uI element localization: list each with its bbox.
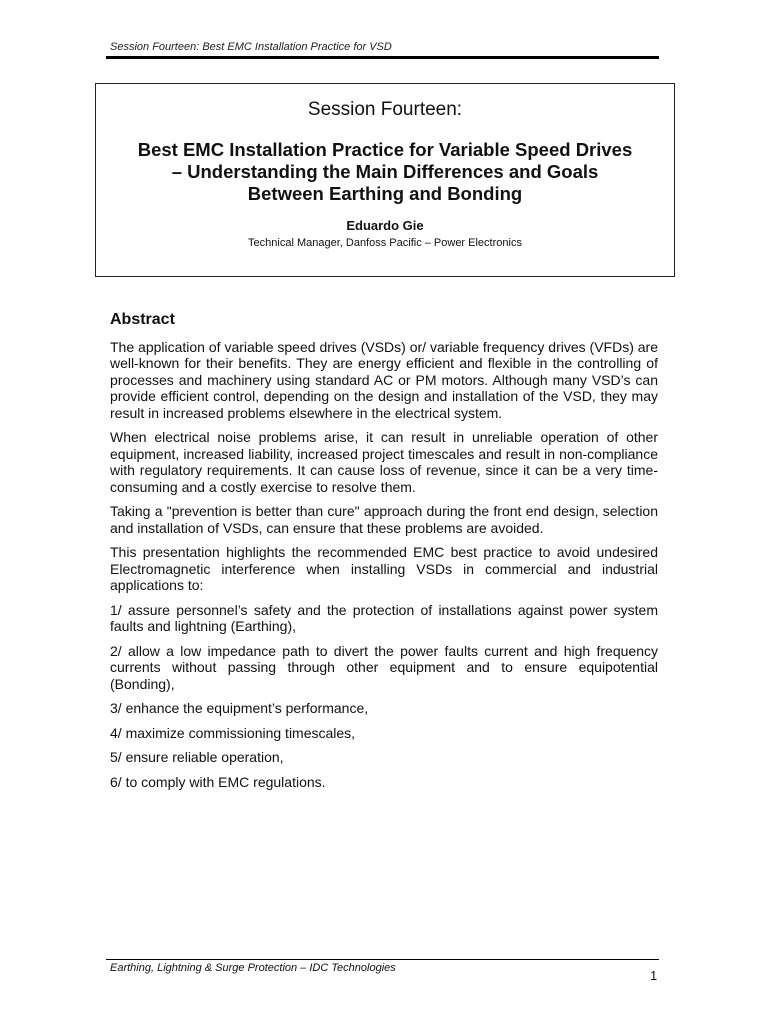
abstract-paragraph: This presentation highlights the recommended EMC best practice to avoid undesired Electromagnetic interference when installing VSDs in commercial and industrial applications to: <box>110 544 658 593</box>
footer-text: Earthing, Lightning & Surge Protection – IDC Technologies <box>110 962 396 974</box>
goal-item: 3/ enhance the equipment’s performance, <box>110 700 369 716</box>
abstract-section <box>110 312 658 798</box>
goal-item: 1/ assure personnel’s safety and the protection of installations against power system faults and lightning (Earthing), <box>110 601 658 634</box>
abstract-paragraph: When electrical noise problems arise, it can result in unreliable operation of other equipment, increased liability, increased project timescales and result in non-compliance with regulatory requirements. It can cause loss of revenue, since it can be a very time-consuming and a costly exercise to resolve them. <box>110 429 658 495</box>
title-line-2: – Understanding the Main Differences and Goals <box>171 161 599 182</box>
title-box <box>95 83 675 277</box>
abstract-paragraph: The application of variable speed drives (VSDs) or/ variable frequency drives (VFDs) are well-known for their benefits. They are energy efficient and flexible in the controlling of processes and machinery using standard AC or PM motors. Although many VSD’s can provide efficient control, depending on the design and installation of the VSD, they may result in increased problems elsewhere in the electrical system. <box>110 338 658 421</box>
author-affiliation: Technical Manager, Danfoss Pacific – Power Electronics <box>248 237 522 249</box>
header-rule <box>106 56 659 59</box>
goal-item: 6/ to comply with EMC regulations. <box>110 773 326 790</box>
paper-title <box>96 139 674 205</box>
title-line-1: Best EMC Installation Practice for Variable Speed Drives <box>137 139 633 160</box>
abstract-paragraph: Taking a "prevention is better than cure" approach during the front end design, selection and installation of VSDs, can ensure that these problems are avoided. <box>110 503 658 536</box>
goal-item: 4/ maximize commissioning timescales, <box>110 724 356 741</box>
footer-rule <box>106 959 659 960</box>
author-name: Eduardo Gie <box>346 218 424 233</box>
abstract-heading: Abstract <box>110 311 175 328</box>
running-header: Session Fourteen: Best EMC Installation Practice for VSD <box>110 41 392 53</box>
session-label: Session Fourteen: <box>307 99 463 120</box>
title-line-3: Between Earthing and Bonding <box>247 183 523 204</box>
page-number: 1 <box>650 968 658 983</box>
goal-item: 2/ allow a low impedance path to divert the power faults current and high frequency currents without passing through other equipment and to ensure equipotential (Bonding), <box>110 642 658 692</box>
goal-item: 5/ ensure reliable operation, <box>110 749 284 765</box>
